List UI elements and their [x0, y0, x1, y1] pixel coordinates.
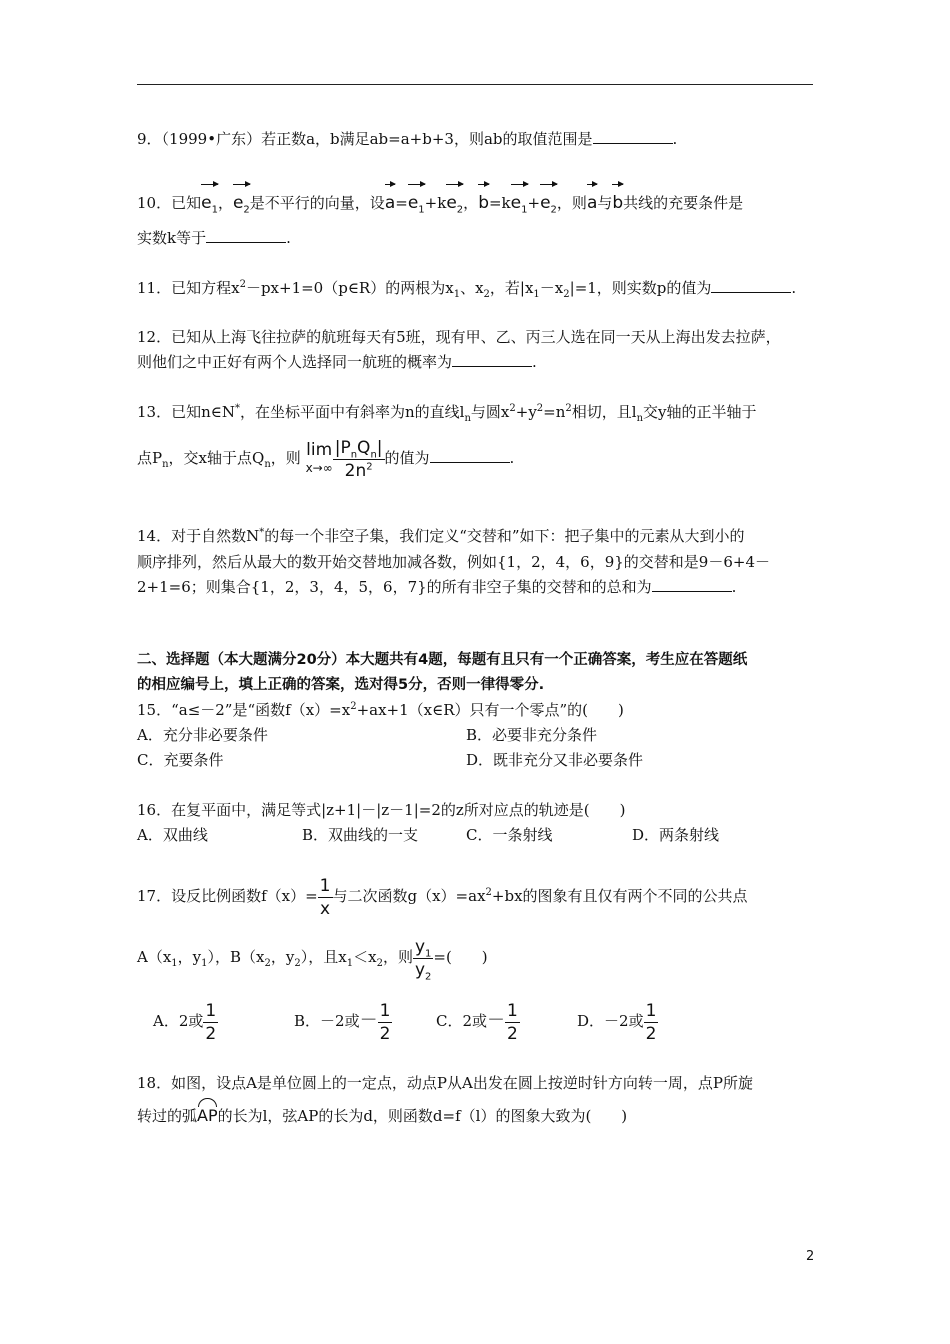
- arc-ap: AP: [197, 1098, 218, 1129]
- option-d: D．－2或 $\frac{1}{2}$: [577, 1000, 657, 1044]
- option-c: C．充要条件: [137, 751, 224, 769]
- section-2-heading-line2: 的相应编号上，填上正确的答案，选对得5分，否则一律得零分.: [137, 677, 545, 693]
- limit-operator: lim x→∞: [305, 440, 333, 475]
- question-17: 17．设反比例函数f（x）= $\frac{1}{x}$ 与二次函数$g(x)=ax^2+bx$的图象有且仅有两个不同的公共点: [137, 875, 748, 919]
- question-9: 9．（1999•广东）若正数a，b满足ab=a+b+3，则ab的取值范围是 .: [137, 130, 678, 148]
- question-12-line2: 则他们之中正好有两个人选择同一航班的概率为 .: [137, 353, 537, 371]
- fraction-y1-over-y2: $\frac{y_1}{y_2}$: [414, 936, 432, 982]
- question-11: 11．已知方程$x^2-px+1=0(p\in R)$的两根为$x_1$、$x_2$，若$|x_1-x_2|=1$，则实数p的值为 .: [137, 279, 797, 300]
- vector-e2: $e_2$: [540, 182, 557, 218]
- vector-e2: $e_2$: [446, 182, 463, 218]
- option-c: C．一条射线: [466, 826, 553, 844]
- question-13: 13．已知n∈N*，在坐标平面中有斜率为n的直线$l_n$与圆$x^2+y^2=n^2$相切，且$l_n$交y轴的正半轴于: [137, 403, 757, 424]
- question-18-line2: 转过的弧AP的长为l，弦AP的长为d，则函数d=f（l）的图象大致为( ): [137, 1098, 627, 1129]
- question-16: 16．在复平面中，满足等式|z+1|－|z－1|=2的z所对应点的轨迹是( ): [137, 801, 626, 819]
- vector-b: b: [478, 182, 489, 218]
- answer-blank: [652, 577, 732, 592]
- option-d: D．两条射线: [632, 826, 720, 844]
- question-17-line2: $A(x_1$，$y_1$），$B(x_2$，$y_2$），且$x_1<x_2$，则 $\frac{y_1}{y_2}$ =( ): [137, 936, 488, 982]
- vector-a: a: [385, 182, 395, 218]
- question-14-line2: 顺序排列，然后从最大的数开始交替地加减各数，例如{1，2，4，6，9}的交替和是9－6+4－: [137, 553, 771, 571]
- option-d: D．既非充分又非必要条件: [466, 751, 644, 769]
- answer-blank: [711, 278, 791, 293]
- header-rule: [137, 84, 813, 85]
- page-number: 2: [806, 1249, 815, 1264]
- vector-e1: $e_1$: [511, 182, 528, 218]
- answer-blank: [593, 129, 673, 144]
- question-10: 10．已知$e_1$，$e_2$是不平行的向量，设$a=e_1+ke_2$，$b=ke_1+e_2$，则a与b共线的充要条件是: [137, 182, 743, 218]
- vector-e1: $e_1$: [408, 182, 425, 218]
- question-14: 14．对于自然数N*的每一个非空子集，我们定义“交替和”如下：把子集中的元素从大到小的: [137, 527, 745, 545]
- section-2-heading: 二、选择题（本大题满分20分）本大题共有4题，每题有且只有一个正确答案，考生应在答题纸: [137, 652, 748, 668]
- question-15: 15．“a≤－2”是“函数$f(x)=x^2+ax+1(x\in R)$只有一个零点”的( ): [137, 701, 624, 719]
- question-18: 18．如图，设点A是单位圆上的一定点，动点P从A出发在圆上按逆时针方向转一周，点P所旋: [137, 1074, 753, 1092]
- answer-blank: [430, 448, 510, 463]
- answer-blank: [206, 228, 286, 243]
- option-a: A．2或 $\frac{1}{2}$: [153, 1000, 217, 1044]
- option-a: A．充分非必要条件: [137, 726, 268, 744]
- option-b: B．双曲线的一支: [302, 826, 419, 844]
- vector-b: b: [612, 182, 623, 218]
- answer-blank: [452, 352, 532, 367]
- limit-fraction: $\frac{|P_nQ_n|}{2n^2}$: [334, 437, 383, 481]
- option-b: B．－2或－ $\frac{1}{2}$: [294, 1000, 391, 1044]
- question-14-line3: 2+1=6；则集合{1，2，3，4，5，6，7}的所有非空子集的交替和的总和为 .: [137, 578, 737, 596]
- vector-e1: $e_1$: [201, 182, 218, 218]
- question-10-line2: 实数k等于 .: [137, 229, 291, 247]
- vector-e2: $e_2$: [233, 182, 250, 218]
- fraction-one-over-x: $\frac{1}{x}$: [319, 875, 331, 919]
- option-a: A．双曲线: [137, 826, 208, 844]
- question-12: 12．已知从上海飞往拉萨的航班每天有5班，现有甲、乙、丙三人选在同一天从上海出发去拉萨，: [137, 328, 781, 346]
- vector-a: a: [587, 182, 597, 218]
- question-13-line2: 点$P_n$，交x轴于点$Q_n$，则 lim x→∞ $\frac{|P_nQ_n|}{2n^2}$ 的值为 .: [137, 437, 515, 481]
- option-b: B．必要非充分条件: [466, 726, 598, 744]
- option-c: C．2或－ $\frac{1}{2}$: [436, 1000, 518, 1044]
